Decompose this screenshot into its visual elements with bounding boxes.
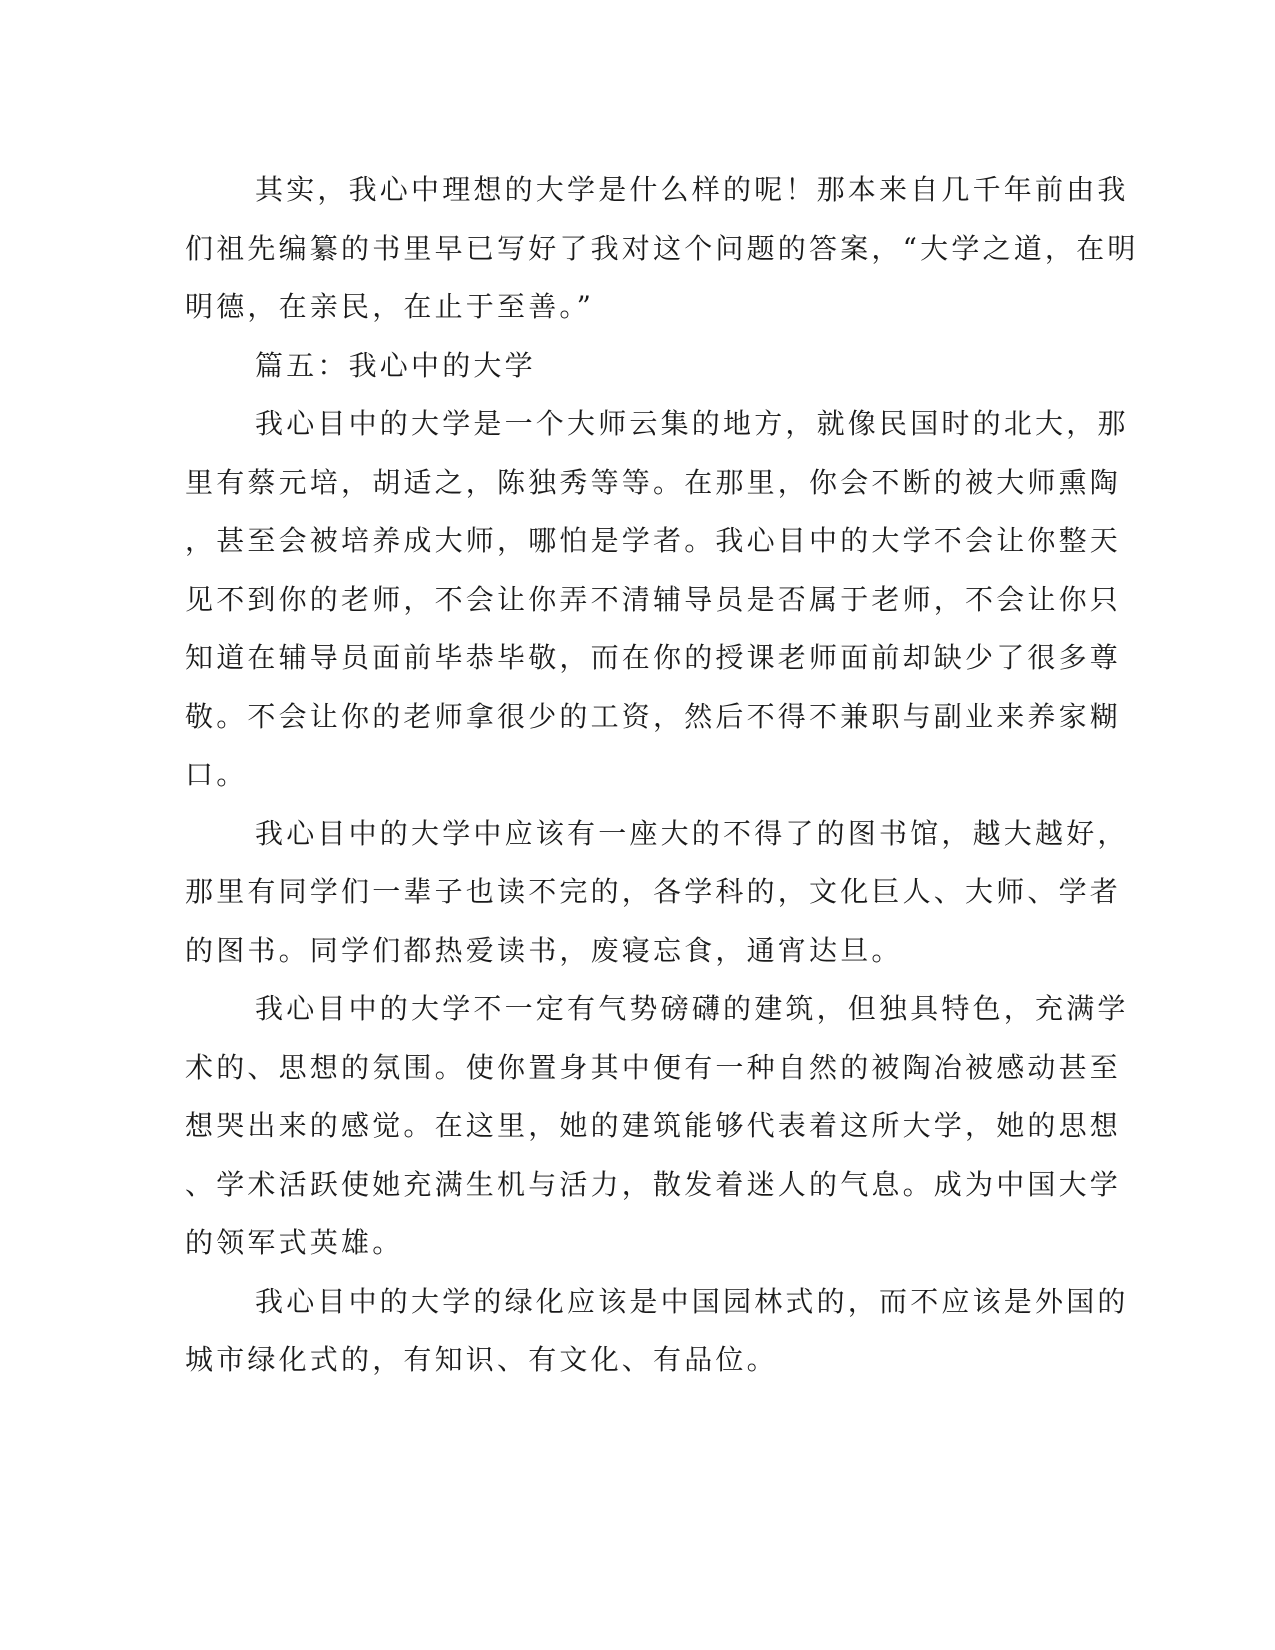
paragraph-line: 我心目中的大学不一定有气势磅礴的建筑，但独具特色，充满学: [255, 992, 1129, 1025]
paragraph-line: 的图书。同学们都热爱读书，废寝忘食，通宵达旦。: [185, 933, 903, 967]
paragraph-line: 、学术活跃使她充满生机与活力，散发着迷人的气息。成为中国大学: [185, 1167, 1122, 1201]
paragraph-line: 其实，我心中理想的大学是什么样的呢！那本来自几千年前由我: [255, 173, 1129, 206]
paragraph-line: 口。: [185, 758, 248, 791]
paragraph-line: 敬。不会让你的老师拿很少的工资，然后不得不兼职与副业来养家糊: [185, 699, 1122, 733]
paragraph-line: 知道在辅导员面前毕恭毕敬，而在你的授课老师面前却缺少了很多尊: [185, 641, 1122, 674]
paragraph-line: 那里有同学们一辈子也读不完的，各学科的，文化巨人、大师、学者: [185, 875, 1122, 908]
paragraph-line: 的领军式英雄。: [185, 1226, 404, 1259]
paragraph-line: 想哭出来的感觉。在这里，她的建筑能够代表着这所大学，她的思想: [185, 1109, 1122, 1142]
paragraph-line: 术的、思想的氛围。使你置身其中便有一种自然的被陶冶被感动甚至: [185, 1050, 1122, 1084]
paragraph-line: 城市绿化式的，有知识、有文化、有品位。: [185, 1343, 778, 1376]
paragraph-line: 我心目中的大学中应该有一座大的不得了的图书馆，越大越好，: [255, 816, 1129, 850]
paragraph-line: 们祖先编纂的书里早已写好了我对这个问题的答案，“大学之道，在明: [185, 231, 1139, 265]
section-heading: 篇五：我心中的大学: [255, 348, 536, 382]
paragraph-line: ，甚至会被培养成大师，哪怕是学者。我心目中的大学不会让你整天: [185, 524, 1122, 557]
document-page: [185, 161, 1139, 1390]
paragraph-line: 里有蔡元培，胡适之，陈独秀等等。在那里，你会不断的被大师熏陶: [185, 465, 1122, 499]
paragraph-line: 见不到你的老师，不会让你弄不清辅导员是否属于老师，不会让你只: [185, 582, 1122, 616]
paragraph-line: 我心目中的大学的绿化应该是中国园林式的，而不应该是外国的: [255, 1284, 1129, 1318]
paragraph-line: 明德，在亲民，在止于至善。”: [185, 290, 595, 323]
paragraph-line: 我心目中的大学是一个大师云集的地方，就像民国时的北大，那: [255, 407, 1129, 440]
